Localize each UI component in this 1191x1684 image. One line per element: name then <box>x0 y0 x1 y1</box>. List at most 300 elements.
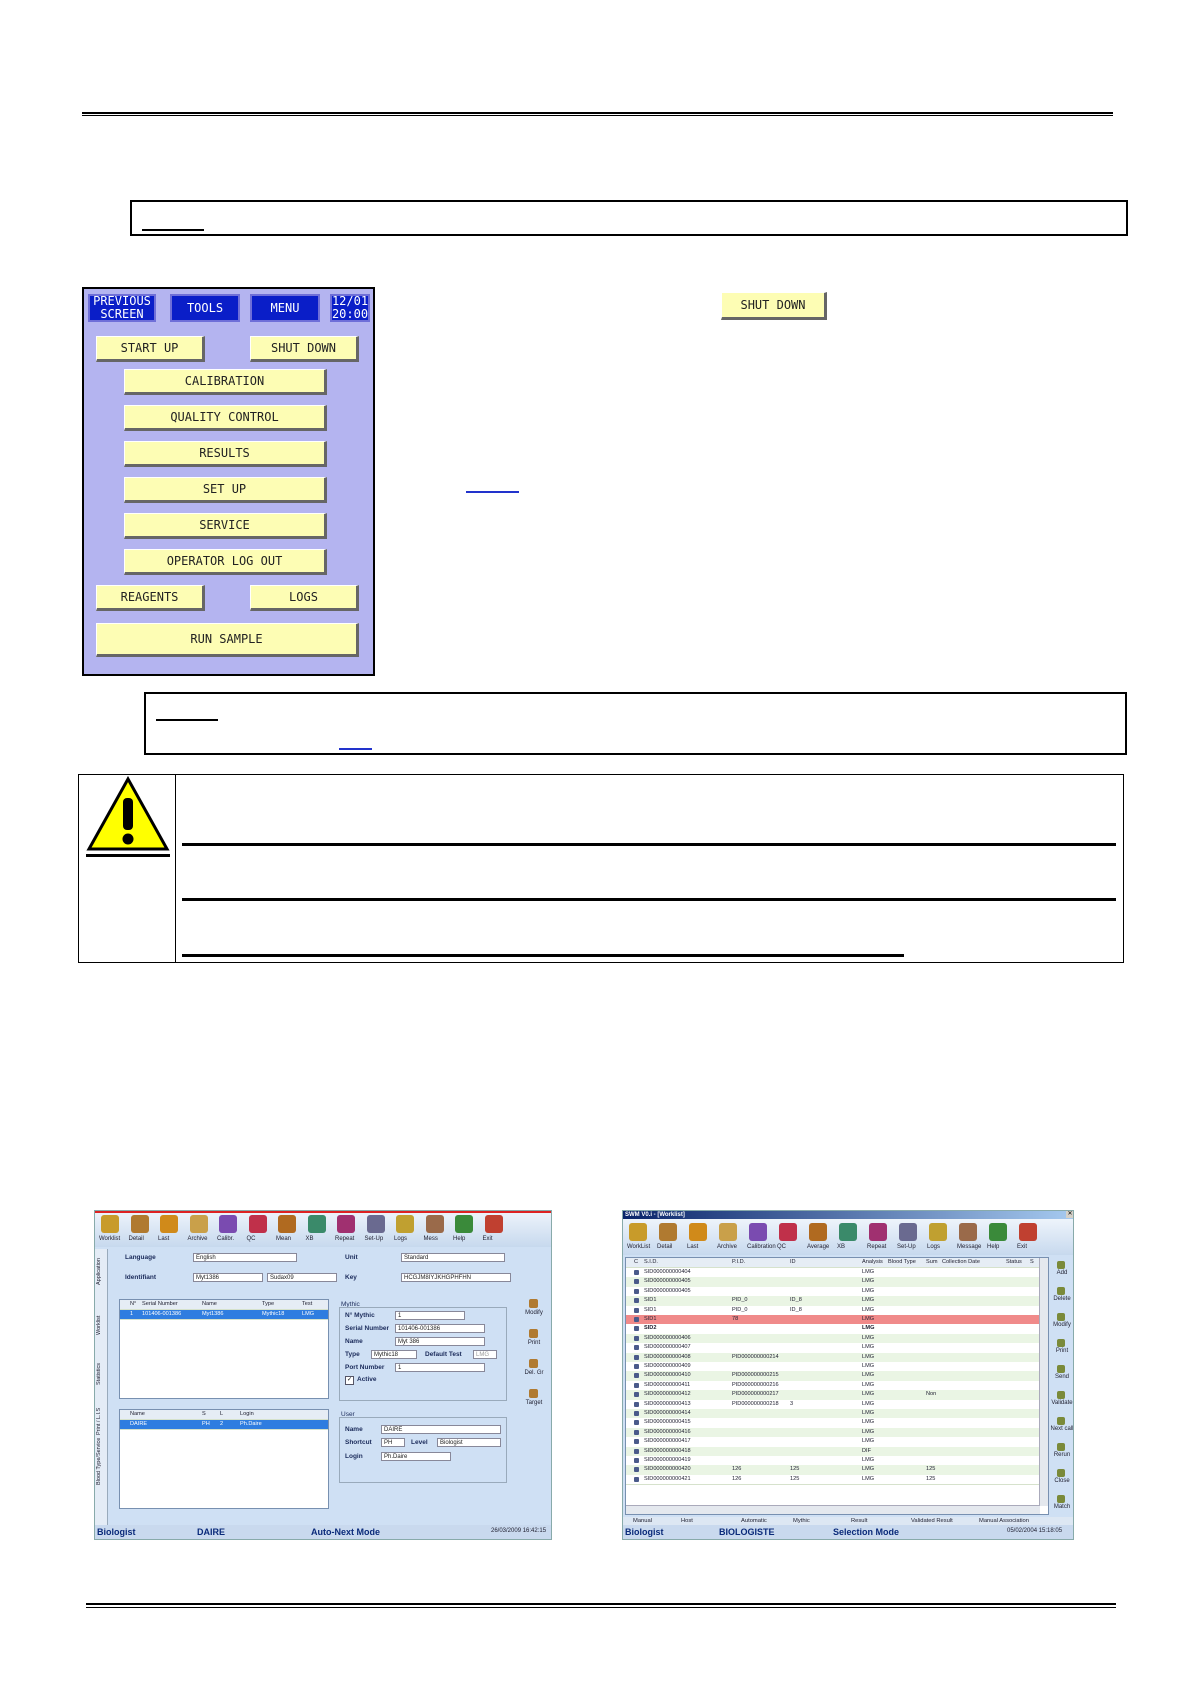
toolbar-icon[interactable] <box>899 1223 917 1241</box>
status-datetime: 26/03/2009 16:42:15 <box>491 1528 547 1534</box>
col-name: Name <box>130 1411 145 1417</box>
toolbar-label: Last <box>158 1236 170 1242</box>
cell: LMG <box>862 1325 875 1332</box>
action-icon[interactable] <box>1057 1261 1065 1269</box>
warning-box <box>78 774 1124 963</box>
screenshot-setup <box>94 1210 552 1540</box>
cell: PID000000000216 <box>732 1381 779 1388</box>
cell: 101406-001386 <box>142 1311 182 1317</box>
toolbar-label: WorkList <box>627 1244 651 1250</box>
legend-item: Validated Result <box>911 1518 953 1524</box>
row-icon <box>634 1336 639 1341</box>
action-icon[interactable] <box>1057 1443 1065 1451</box>
col-n: N° <box>130 1301 137 1307</box>
window-titlebar <box>623 1211 1074 1219</box>
identifiant-field[interactable]: Myt1386 <box>193 1273 263 1282</box>
side-tab[interactable]: Statistics <box>96 1362 102 1385</box>
cell: SID000000000413 <box>644 1400 691 1407</box>
active-label: Active <box>357 1376 377 1383</box>
action-label[interactable]: Next call <box>1050 1426 1074 1432</box>
toolbar-label: Help <box>987 1244 1000 1250</box>
toolbar-label: Set-Up <box>897 1244 916 1250</box>
cell: SID000000000404 <box>644 1269 691 1275</box>
cell: SID1 <box>644 1316 657 1322</box>
toolbar-label: Repeat <box>867 1244 887 1250</box>
toolbar-icon[interactable] <box>278 1215 296 1233</box>
cell: PID_0 <box>732 1297 748 1304</box>
action-icon[interactable] <box>1057 1339 1065 1347</box>
col-status: Status <box>1006 1259 1022 1265</box>
row-icon <box>634 1411 639 1416</box>
unit-select[interactable]: Standard <box>401 1253 505 1262</box>
action-label[interactable]: Print <box>1055 1348 1069 1354</box>
toolbar-icon[interactable] <box>396 1215 414 1233</box>
cell: 2 <box>220 1421 224 1427</box>
warning-icon <box>86 776 170 858</box>
row-icon <box>634 1279 639 1284</box>
key-label: Key <box>345 1274 357 1281</box>
logs-button[interactable]: LOGS <box>250 585 359 611</box>
action-icon[interactable] <box>1057 1417 1065 1425</box>
cell: ID_8 <box>790 1297 802 1304</box>
cell: SID000000000414 <box>644 1410 691 1416</box>
link-underline-2 <box>339 748 372 750</box>
user-name-label: Name <box>345 1426 363 1433</box>
toolbar-icon[interactable] <box>131 1215 149 1233</box>
cell: LMG <box>862 1363 875 1369</box>
cell: SID000000000405 <box>644 1287 691 1294</box>
action-icon[interactable] <box>529 1359 538 1368</box>
toolbar-label: Message <box>957 1244 982 1250</box>
toolbar-label: Set-Up <box>364 1236 384 1242</box>
key-field[interactable]: HCGJM8IYJKHGPHFHN <box>401 1273 511 1282</box>
action-label[interactable]: Rerun <box>1053 1452 1071 1458</box>
legend-item: Manual Association <box>979 1518 1029 1524</box>
cell: LMG <box>862 1287 875 1294</box>
table-row[interactable] <box>120 1420 328 1430</box>
toolbar-label: Average <box>807 1244 830 1250</box>
note-box-1 <box>130 200 1128 236</box>
row-icon <box>634 1402 639 1407</box>
cell: SID000000000421 <box>644 1475 691 1482</box>
action-icon[interactable] <box>1057 1495 1065 1503</box>
cell: ID_8 <box>790 1306 802 1313</box>
toolbar-label: Archive <box>717 1244 738 1250</box>
toolbar-label: QC <box>246 1236 256 1242</box>
toolbar-label: Help <box>453 1236 466 1242</box>
row-icon <box>634 1317 639 1322</box>
toolbar-icon[interactable] <box>659 1223 677 1241</box>
cell: 78 <box>732 1316 739 1322</box>
status-mode: Auto-Next Mode <box>311 1527 380 1537</box>
row-icon <box>634 1326 639 1331</box>
unit-label: Unit <box>345 1254 358 1261</box>
results-button[interactable]: RESULTS <box>124 441 327 467</box>
cell: SID1 <box>644 1306 657 1313</box>
toolbar-icon[interactable] <box>485 1215 503 1233</box>
cell: SID000000000412 <box>644 1391 691 1398</box>
header-rule-top <box>82 112 1113 114</box>
row-icon <box>634 1477 639 1482</box>
row-icon <box>634 1345 639 1350</box>
status-role: Biologist <box>97 1527 136 1537</box>
operator-log-out-button[interactable]: OPERATOR LOG OUT <box>124 549 327 575</box>
footer-rule-bottom <box>86 1607 1116 1608</box>
row-icon <box>634 1373 639 1378</box>
cell: 125 <box>790 1466 800 1473</box>
active-checkbox[interactable]: ✓ <box>346 1377 353 1383</box>
cell: 125 <box>926 1466 936 1473</box>
default-test-field[interactable]: LMG <box>473 1350 497 1359</box>
action-label[interactable]: Modify <box>1053 1322 1071 1328</box>
action-label[interactable]: Print <box>527 1340 541 1346</box>
cell: DAIRE <box>130 1421 148 1427</box>
toolbar-icon[interactable] <box>455 1215 473 1233</box>
row-icon <box>634 1364 639 1369</box>
toolbar-label: XB <box>837 1244 846 1250</box>
col-id: ID <box>790 1259 796 1265</box>
cell: PID000000000214 <box>732 1353 779 1360</box>
side-tab[interactable]: Blood Type/Service <box>96 1437 102 1485</box>
cell: SID000000000409 <box>644 1363 691 1369</box>
cell: 1 <box>130 1311 134 1317</box>
cell: PID000000000217 <box>732 1391 779 1398</box>
user-table <box>119 1409 329 1509</box>
header-rule-bottom <box>82 115 1113 116</box>
table-row[interactable] <box>120 1310 328 1320</box>
cell: 126 <box>732 1475 742 1482</box>
cell: PID_0 <box>732 1306 748 1313</box>
action-icon[interactable] <box>1057 1469 1065 1477</box>
name-label: Name <box>345 1338 363 1345</box>
legend-item: Manual <box>633 1518 653 1524</box>
serial-number-label: Serial Number <box>345 1325 390 1332</box>
previous-screen-button[interactable]: PREVIOUS SCREEN <box>88 294 156 322</box>
legend-item: Host <box>681 1518 693 1524</box>
toolbar-icon[interactable] <box>337 1215 355 1233</box>
user-table-header <box>120 1410 328 1420</box>
cell: Non <box>926 1391 937 1398</box>
n-mythic-field[interactable]: 1 <box>395 1311 465 1320</box>
action-label[interactable]: Add <box>1056 1270 1068 1276</box>
action-label[interactable]: Send <box>1054 1374 1069 1380</box>
col-login: Login <box>240 1411 254 1417</box>
link-underline-1 <box>466 491 519 493</box>
toolbar-icon[interactable] <box>839 1223 857 1241</box>
toolbar-label: Mess <box>423 1236 438 1242</box>
side-tab[interactable]: Application <box>96 1258 102 1285</box>
action-icon[interactable] <box>529 1299 538 1308</box>
note-box-2 <box>144 692 1127 755</box>
device-menu-panel <box>82 287 375 676</box>
toolbar-icon[interactable] <box>929 1223 947 1241</box>
side-tab[interactable]: Print / L.I.S <box>96 1407 102 1435</box>
toolbar-icon[interactable] <box>367 1215 385 1233</box>
cell: LMG <box>862 1269 875 1275</box>
note-box-1-underline <box>142 229 204 231</box>
action-label[interactable]: Delete <box>1053 1296 1071 1302</box>
cell: SID000000000420 <box>644 1466 691 1473</box>
cell: PID000000000215 <box>732 1372 779 1379</box>
row-icon <box>634 1449 639 1454</box>
row-icon <box>634 1298 639 1303</box>
toolbar-label: Detail <box>128 1236 144 1242</box>
col-s: S <box>1030 1259 1034 1265</box>
legend-item: Mythic <box>793 1518 810 1524</box>
row-icon <box>634 1355 639 1360</box>
side-tabs <box>95 1249 108 1529</box>
cell: SID000000000417 <box>644 1438 691 1445</box>
shortcut-field[interactable]: PH <box>381 1438 405 1447</box>
toolbar-label: Calibr. <box>217 1236 235 1242</box>
status-user: DAIRE <box>197 1527 226 1537</box>
cell: LMG <box>862 1278 875 1285</box>
action-icon[interactable] <box>529 1329 538 1338</box>
cell: LMG <box>862 1316 875 1322</box>
name-field[interactable]: Myt 386 <box>395 1337 485 1346</box>
cell: LMG <box>862 1410 875 1416</box>
cell: SID000000000410 <box>644 1372 691 1379</box>
cell: LMG <box>862 1428 875 1435</box>
toolbar-icon[interactable] <box>749 1223 767 1241</box>
toolbar-label: Detail <box>657 1244 673 1250</box>
legend-item: Automatic <box>741 1518 767 1524</box>
col-analysis: Analysis <box>862 1259 883 1265</box>
toolbar-icon[interactable] <box>689 1223 707 1241</box>
toolbar-icon[interactable] <box>989 1223 1007 1241</box>
serial-number-field[interactable]: 101406-001386 <box>395 1324 485 1333</box>
toolbar-icon[interactable] <box>219 1215 237 1233</box>
action-label[interactable]: Close <box>1054 1478 1070 1484</box>
port-number-field[interactable]: 1 <box>395 1363 485 1372</box>
toolbar-icon[interactable] <box>809 1223 827 1241</box>
toolbar-label: Logs <box>394 1236 408 1242</box>
toolbar-icon[interactable] <box>779 1223 797 1241</box>
toolbar-label: Calibration <box>747 1244 776 1250</box>
col-pid: P.I.D. <box>732 1259 746 1265</box>
toolbar-label: QC <box>777 1244 786 1250</box>
col-sum: Sum <box>926 1259 938 1265</box>
worklist-table <box>625 1257 1049 1515</box>
col-sid: S.I.D. <box>644 1259 658 1265</box>
cell: LMG <box>862 1438 875 1445</box>
row-icon <box>634 1392 639 1397</box>
row-icon <box>634 1430 639 1435</box>
cell: 3 <box>790 1400 794 1407</box>
toolbar-label: XB <box>305 1236 314 1242</box>
action-label[interactable]: Match <box>1053 1504 1071 1510</box>
cell: 126 <box>732 1466 742 1473</box>
toolbar-icon[interactable] <box>719 1223 737 1241</box>
toolbar-accent <box>95 1211 552 1213</box>
cell: SID2 <box>644 1325 657 1332</box>
warning-rule-3 <box>182 954 904 957</box>
cell: SID000000000408 <box>644 1353 691 1360</box>
col-name: Name <box>202 1301 217 1307</box>
login-field[interactable]: Ph.Daire <box>381 1452 451 1461</box>
cell: PH <box>202 1421 210 1427</box>
shut-down-reference-button: SHUT DOWN <box>721 292 827 320</box>
cell: LMG <box>862 1353 875 1360</box>
cell: SID000000000407 <box>644 1344 691 1351</box>
set-up-button[interactable]: SET UP <box>124 477 327 503</box>
cell: 125 <box>790 1475 800 1482</box>
cell: SID000000000411 <box>644 1381 691 1388</box>
status-datetime: 05/02/2004 15:18:05 <box>1007 1528 1063 1534</box>
toolbar-icon[interactable] <box>249 1215 267 1233</box>
identifiant-field-2[interactable]: Sudax09 <box>267 1273 337 1282</box>
action-icon[interactable] <box>1057 1391 1065 1399</box>
cell: SID000000000405 <box>644 1278 691 1285</box>
type-label: Type <box>345 1351 360 1358</box>
warning-divider <box>175 774 176 963</box>
toolbar-icon[interactable] <box>190 1215 208 1233</box>
port-number-label: Port Number <box>345 1364 385 1371</box>
toolbar-label: Exit <box>482 1236 493 1242</box>
toolbar-label: Logs <box>927 1244 941 1250</box>
reagents-button[interactable]: REAGENTS <box>96 585 205 611</box>
start-up-button[interactable]: START UP <box>96 336 205 362</box>
note-box-2-underline <box>156 719 218 721</box>
toolbar-icon[interactable] <box>160 1215 178 1233</box>
cell: Ph.Daire <box>240 1421 262 1427</box>
status-user: BIOLOGISTE <box>719 1527 775 1537</box>
clock-display: 12/01 20:00 <box>331 294 369 321</box>
row-icon <box>634 1467 639 1472</box>
status-bar <box>623 1525 1073 1539</box>
status-bar <box>95 1525 551 1539</box>
shortcut-label: Shortcut <box>345 1439 372 1446</box>
language-label: Language <box>125 1254 156 1261</box>
toolbar-icon[interactable] <box>959 1223 977 1241</box>
close-icon[interactable]: ✕ <box>1067 1211 1073 1217</box>
row-icon <box>634 1383 639 1388</box>
row-icon <box>634 1420 639 1425</box>
toolbar-label: Repeat <box>335 1236 355 1242</box>
warning-rule-1 <box>182 843 1116 846</box>
toolbar-label: Exit <box>1017 1244 1028 1250</box>
action-icon[interactable] <box>1057 1313 1065 1321</box>
col-c: C <box>634 1259 639 1265</box>
calibration-button[interactable]: CALIBRATION <box>124 369 327 395</box>
side-tab[interactable]: Worklist <box>96 1315 102 1335</box>
row-icon <box>634 1308 639 1313</box>
user-name-field[interactable]: DAIRE <box>381 1425 501 1434</box>
cell: LMG <box>302 1311 315 1317</box>
row-icon <box>634 1270 639 1275</box>
toolbar-icon[interactable] <box>1019 1223 1037 1241</box>
user-group-label: User <box>341 1411 355 1418</box>
language-select[interactable]: English <box>193 1253 297 1262</box>
quality-control-button[interactable]: QUALITY CONTROL <box>124 405 327 431</box>
cell: LMG <box>862 1457 875 1463</box>
toolbar-icon[interactable] <box>629 1223 647 1241</box>
action-label[interactable]: Modify <box>525 1310 543 1316</box>
cell: LMG <box>862 1391 875 1398</box>
horizontal-scrollbar[interactable] <box>626 1505 1040 1514</box>
cell: LMG <box>862 1372 875 1379</box>
level-label: Level <box>411 1439 428 1446</box>
cell: DIF <box>862 1447 872 1454</box>
cell: 125 <box>926 1475 936 1482</box>
col-blood-type: Blood Type <box>888 1259 916 1265</box>
cell: LMG <box>862 1466 875 1473</box>
cell: LMG <box>862 1334 875 1341</box>
cell: SID1 <box>644 1297 657 1304</box>
col-l: L <box>220 1411 224 1417</box>
cell: SID000000000416 <box>644 1428 691 1435</box>
col-serial: Serial Number <box>142 1301 178 1307</box>
status-mode: Selection Mode <box>833 1527 900 1537</box>
cell: SID000000000418 <box>644 1447 691 1454</box>
menu-button[interactable]: MENU <box>250 294 320 322</box>
toolbar-icon[interactable] <box>101 1215 119 1233</box>
cell: LMG <box>862 1297 875 1304</box>
action-label[interactable]: Target <box>525 1400 543 1406</box>
status-role: Biologist <box>625 1527 664 1537</box>
cell: LMG <box>862 1400 875 1407</box>
cell: Mythic18 <box>262 1311 285 1317</box>
identifiant-label: Identifiant <box>125 1274 157 1281</box>
cell: LMG <box>862 1381 875 1388</box>
toolbar-icon[interactable] <box>426 1215 444 1233</box>
cell: SID000000000415 <box>644 1419 691 1426</box>
cell: SID000000000406 <box>644 1334 691 1341</box>
action-label[interactable]: Del. Gr <box>524 1370 544 1376</box>
mythic-table <box>119 1299 329 1399</box>
worklist-header <box>626 1258 1048 1268</box>
row-icon <box>634 1289 639 1294</box>
tools-button[interactable]: TOOLS <box>170 294 240 322</box>
col-type: Type <box>262 1301 275 1307</box>
vertical-scrollbar[interactable] <box>1039 1258 1048 1506</box>
col-s: S <box>202 1411 206 1417</box>
n-mythic-label: N° Mythic <box>345 1312 375 1319</box>
mythic-table-header <box>120 1300 328 1310</box>
cell: SID000000000419 <box>644 1457 691 1463</box>
shut-down-button[interactable]: SHUT DOWN <box>250 336 359 362</box>
run-sample-button[interactable]: RUN SAMPLE <box>96 623 359 657</box>
toolbar-icon[interactable] <box>869 1223 887 1241</box>
table-row[interactable] <box>626 1475 1040 1485</box>
toolbar-label: Worklist <box>99 1236 121 1242</box>
cell: LMG <box>862 1306 875 1313</box>
default-test-label: Default Test <box>425 1351 462 1358</box>
toolbar-label: Mean <box>276 1236 292 1242</box>
window-title: SWM V0.i - [Worklist] <box>625 1212 685 1218</box>
screenshot-worklist <box>622 1210 1074 1540</box>
action-icon[interactable] <box>529 1389 538 1398</box>
action-icon[interactable] <box>1057 1287 1065 1295</box>
cell: LMG <box>862 1419 875 1426</box>
level-select[interactable]: Biologist <box>437 1438 501 1447</box>
login-label: Login <box>345 1453 363 1460</box>
type-select[interactable]: Mythic18 <box>371 1350 417 1359</box>
action-icon[interactable] <box>1057 1365 1065 1373</box>
service-button[interactable]: SERVICE <box>124 513 327 539</box>
col-test: Test <box>302 1301 313 1307</box>
cell: LMG <box>862 1475 875 1482</box>
toolbar-icon[interactable] <box>308 1215 326 1233</box>
row-icon <box>634 1439 639 1444</box>
action-label[interactable]: Validate <box>1051 1400 1073 1406</box>
cell: LMG <box>862 1344 875 1351</box>
row-icon <box>634 1458 639 1463</box>
footer-rule-top <box>86 1603 1116 1605</box>
toolbar-label: Last <box>687 1244 699 1250</box>
legend-item: Result <box>851 1518 868 1524</box>
cell: PID000000000218 <box>732 1400 779 1407</box>
